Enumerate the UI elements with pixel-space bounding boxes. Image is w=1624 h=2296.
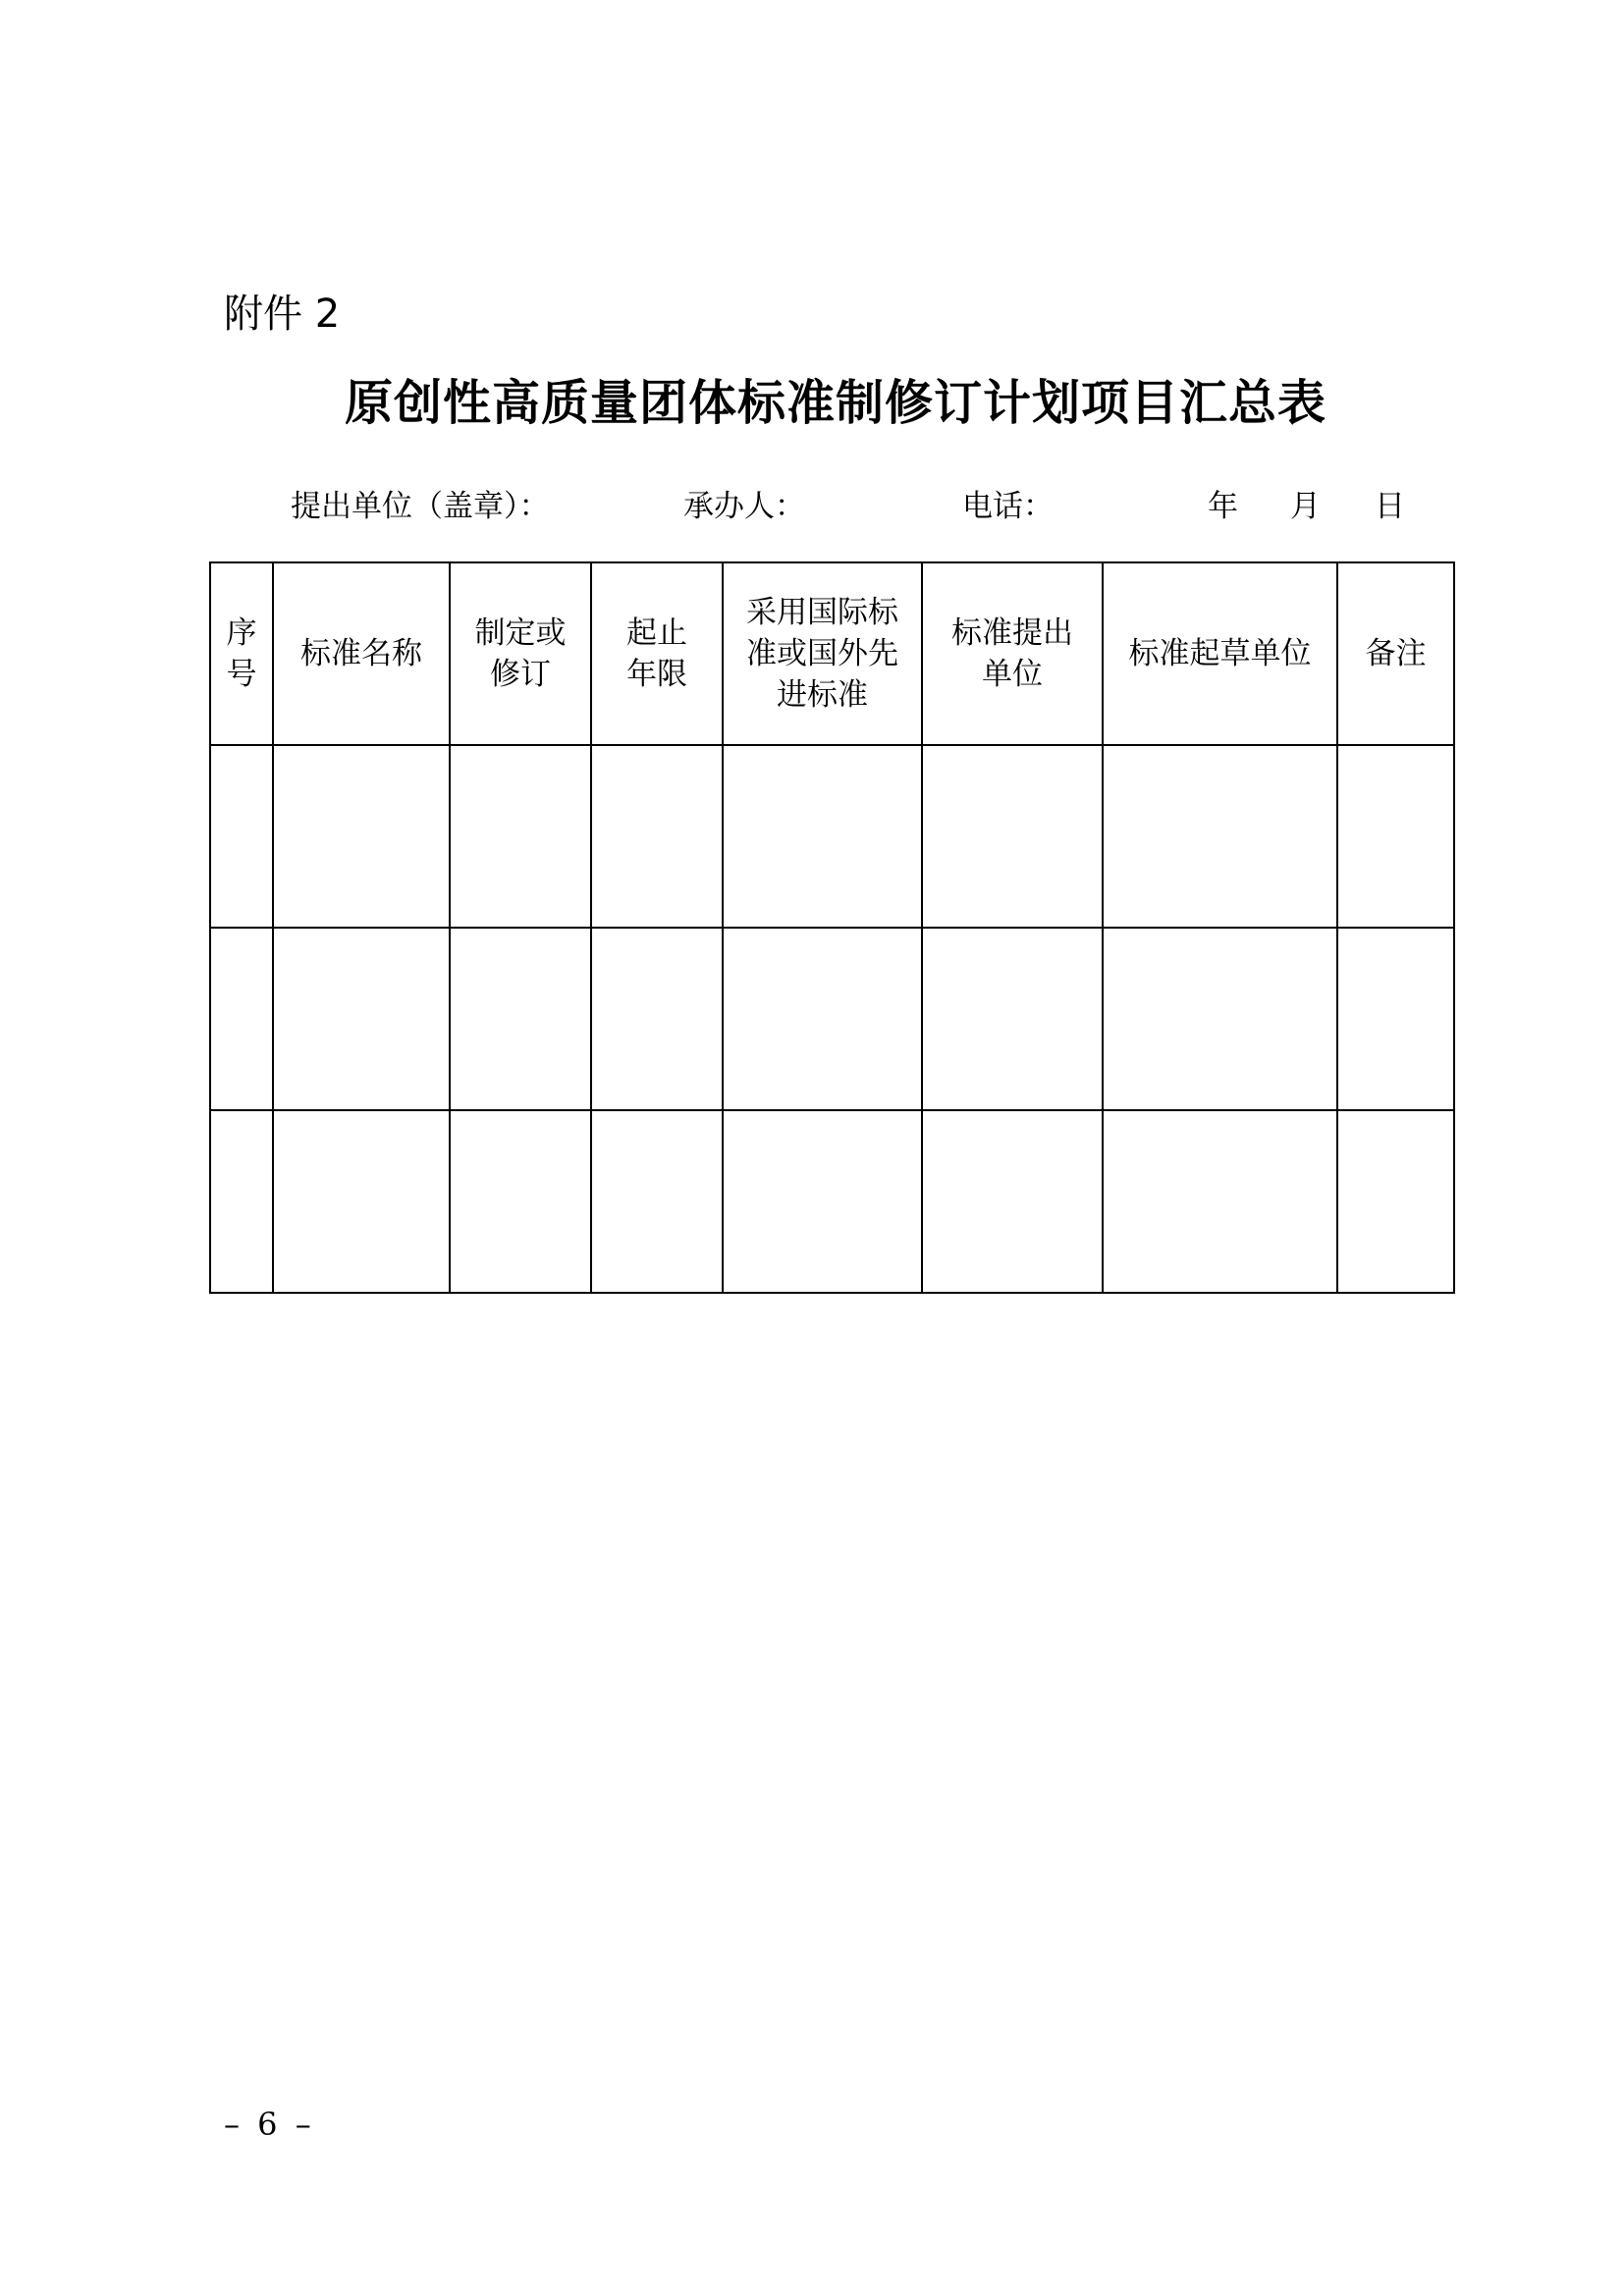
project-summary-table	[209, 561, 1455, 1294]
table-cell	[450, 928, 591, 1110]
table-cell	[1103, 745, 1337, 928]
document-title: 原创性高质量团体标准制修订计划项目汇总表	[344, 374, 1326, 431]
table-row	[210, 1110, 1454, 1293]
table-cell	[723, 1110, 922, 1293]
table-cell	[723, 928, 922, 1110]
table-cell	[1337, 745, 1454, 928]
date-day-label: 日	[1375, 489, 1405, 524]
table-cell	[1103, 1110, 1337, 1293]
table-cell	[210, 745, 273, 928]
date-year-label: 年	[1208, 489, 1238, 524]
table-header-row	[210, 562, 1454, 745]
header-cell-adopted-standard: 采用国际标 准或国外先 进标准	[723, 562, 922, 745]
header-cell-proposing-unit: 标准提出 单位	[922, 562, 1103, 745]
table-cell	[273, 1110, 450, 1293]
header-cell-standard-name: 标准名称	[273, 562, 450, 745]
date-month-label: 月	[1290, 489, 1321, 524]
header-cell-drafting-unit: 标准起草单位	[1103, 562, 1337, 745]
header-cell-formulate-or-revise: 制定或 修订	[450, 562, 591, 745]
handler-label: 承办人：	[683, 489, 805, 524]
table-cell	[210, 1110, 273, 1293]
page-number: – 6 –	[224, 2106, 315, 2143]
table-cell	[922, 745, 1103, 928]
table-cell	[922, 1110, 1103, 1293]
header-cell-start-end-period: 起止 年限	[591, 562, 723, 745]
table-row	[210, 745, 1454, 928]
table-cell	[723, 745, 922, 928]
table-cell	[922, 928, 1103, 1110]
table-cell	[210, 928, 273, 1110]
table-cell	[273, 928, 450, 1110]
table-cell	[591, 1110, 723, 1293]
submitting-unit-label: 提出单位（盖章）：	[291, 489, 550, 524]
header-cell-remarks: 备注	[1337, 562, 1454, 745]
table-cell	[450, 1110, 591, 1293]
table-row	[210, 928, 1454, 1110]
table-cell	[1337, 1110, 1454, 1293]
table-cell	[450, 745, 591, 928]
table-cell	[591, 745, 723, 928]
table-cell	[273, 745, 450, 928]
attachment-label: 附件 2	[224, 292, 341, 337]
table-cell	[591, 928, 723, 1110]
phone-label: 电话：	[962, 489, 1054, 524]
table-cell	[1103, 928, 1337, 1110]
header-cell-serial-number: 序号	[210, 562, 273, 745]
table-cell	[1337, 928, 1454, 1110]
